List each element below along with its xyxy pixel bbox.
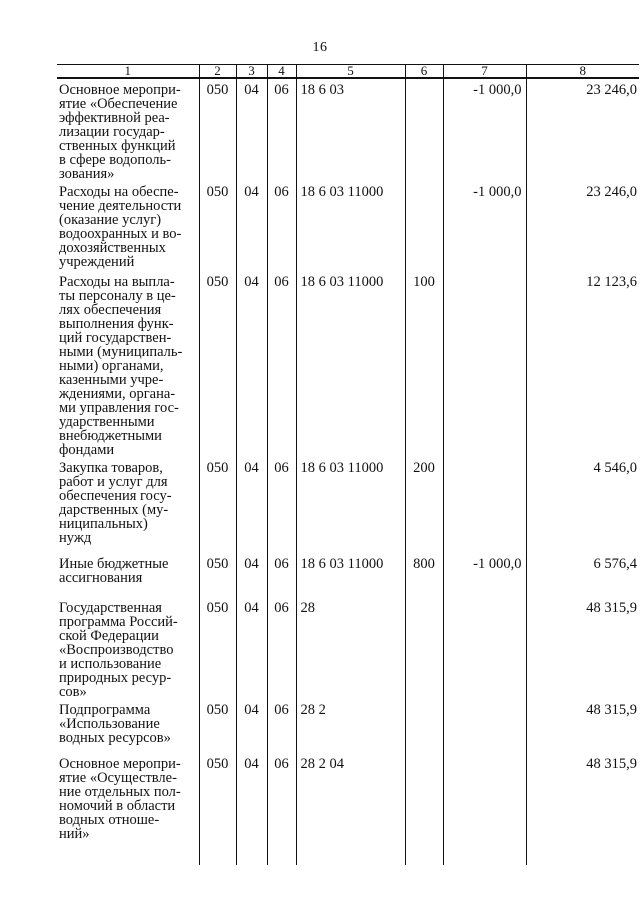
ministry-code-cell: 050 — [199, 457, 236, 553]
row-name-line: сов» — [59, 684, 87, 700]
column-header: 3 — [236, 65, 267, 79]
row-name-line: в сфере водополь- — [59, 152, 171, 168]
table-row — [57, 597, 639, 699]
row-name-line: нужд — [59, 530, 92, 546]
row-name-cell — [57, 78, 199, 181]
change-amount-cell — [443, 457, 526, 553]
expense-type-cell — [405, 181, 443, 271]
ministry-code-cell: 050 — [199, 597, 236, 699]
row-name-line: программа Россий- — [59, 614, 178, 630]
row-name-line: Основное меропри- — [59, 82, 181, 98]
ministry-code-cell: 050 — [199, 181, 236, 271]
expense-type-cell: 100 — [405, 271, 443, 457]
total-amount-cell: 4 546,0 — [526, 457, 639, 553]
row-name-line: дохозяйственных — [59, 240, 166, 256]
target-article-cell: 18 6 03 11000 — [296, 553, 405, 597]
change-amount-cell: -1 000,0 — [443, 78, 526, 181]
total-amount-cell: 23 246,0 — [526, 181, 639, 271]
ministry-code-cell: 050 — [199, 553, 236, 597]
row-name-line: ственных функций — [59, 138, 176, 154]
row-name-line: Иные бюджетные — [59, 556, 169, 572]
table-row — [57, 78, 639, 181]
target-article-cell: 18 6 03 11000 — [296, 271, 405, 457]
section-code-cell: 04 — [236, 597, 267, 699]
subsection-code-cell: 06 — [267, 597, 296, 699]
column-header: 5 — [296, 65, 405, 79]
subsection-code-cell: 06 — [267, 457, 296, 553]
target-article-cell: 18 6 03 11000 — [296, 181, 405, 271]
total-amount-cell: 48 315,9 — [526, 597, 639, 699]
expense-type-cell — [405, 597, 443, 699]
row-name-line: ятие «Обеспечение — [59, 96, 178, 112]
row-name-line: «Воспроизводство — [59, 642, 174, 658]
row-name-line: ассигнования — [59, 570, 143, 586]
change-amount-cell — [443, 699, 526, 753]
row-name-line: чение деятельности — [59, 198, 182, 214]
target-article-cell: 28 — [296, 597, 405, 699]
change-amount-cell: -1 000,0 — [443, 553, 526, 597]
section-code-cell: 04 — [236, 753, 267, 865]
row-name-line: зования» — [59, 166, 115, 182]
row-name-line: ятие «Осуществле- — [59, 770, 177, 786]
total-amount-cell: 12 123,6 — [526, 271, 639, 457]
target-article-cell: 18 6 03 — [296, 78, 405, 181]
ministry-code-cell: 050 — [199, 753, 236, 865]
table-row — [57, 271, 639, 457]
row-name-line: выполнения функ- — [59, 316, 174, 332]
budget-table — [57, 64, 639, 865]
section-code-cell: 04 — [236, 553, 267, 597]
row-name-cell — [57, 181, 199, 271]
table-header-row — [57, 65, 639, 79]
row-name-line: (оказание услуг) — [59, 212, 162, 228]
row-name-line: лях обеспечения — [59, 302, 162, 318]
target-article-cell: 28 2 04 — [296, 753, 405, 865]
ministry-code-cell: 050 — [199, 699, 236, 753]
ministry-code-cell: 050 — [199, 271, 236, 457]
change-amount-cell — [443, 753, 526, 865]
total-amount-cell: 48 315,9 — [526, 699, 639, 753]
row-name-line: фондами — [59, 442, 115, 458]
row-name-line: Расходы на выпла- — [59, 274, 175, 290]
total-amount-cell: 23 246,0 — [526, 78, 639, 181]
row-name-line: Основное меропри- — [59, 756, 181, 772]
expense-type-cell: 200 — [405, 457, 443, 553]
expense-type-cell — [405, 753, 443, 865]
row-name-line: природных ресур- — [59, 670, 172, 686]
subsection-code-cell: 06 — [267, 181, 296, 271]
row-name-line: учреждений — [59, 254, 135, 270]
row-name-line: водных отноше- — [59, 812, 160, 828]
change-amount-cell — [443, 271, 526, 457]
table-row — [57, 181, 639, 271]
row-name-line: водоохранных и во- — [59, 226, 182, 242]
row-name-line: казенными учре- — [59, 372, 164, 388]
section-code-cell: 04 — [236, 271, 267, 457]
table-row — [57, 699, 639, 753]
row-name-line: дарственных (му- — [59, 502, 169, 518]
expense-type-cell: 800 — [405, 553, 443, 597]
column-header: 7 — [443, 65, 526, 79]
row-name-line: внебюджетными — [59, 428, 162, 444]
row-name-line: ниципальных) — [59, 516, 148, 532]
row-name-line: Расходы на обеспе- — [59, 184, 179, 200]
column-header: 8 — [526, 65, 639, 79]
section-code-cell: 04 — [236, 699, 267, 753]
row-name-cell — [57, 753, 199, 865]
subsection-code-cell: 06 — [267, 271, 296, 457]
section-code-cell: 04 — [236, 78, 267, 181]
row-name-line: лизации государ- — [59, 124, 165, 140]
ministry-code-cell: 050 — [199, 78, 236, 181]
page-number: 16 — [312, 40, 328, 55]
row-name-line: ской Федерации — [59, 628, 159, 644]
section-code-cell: 04 — [236, 457, 267, 553]
change-amount-cell: -1 000,0 — [443, 181, 526, 271]
row-name-cell — [57, 699, 199, 753]
subsection-code-cell: 06 — [267, 753, 296, 865]
table-row — [57, 553, 639, 597]
expense-type-cell — [405, 699, 443, 753]
table-row — [57, 753, 639, 865]
row-name-line: ты персоналу в це- — [59, 288, 176, 304]
row-name-cell — [57, 553, 199, 597]
column-header: 6 — [405, 65, 443, 79]
section-code-cell: 04 — [236, 181, 267, 271]
column-header: 1 — [57, 65, 199, 79]
row-name-line: ными) органами, — [59, 358, 164, 374]
row-name-line: Подпрограмма — [59, 702, 151, 718]
column-header: 2 — [199, 65, 236, 79]
subsection-code-cell: 06 — [267, 699, 296, 753]
row-name-line: номочий в области — [59, 798, 176, 814]
change-amount-cell — [443, 597, 526, 699]
column-header: 4 — [267, 65, 296, 79]
target-article-cell: 28 2 — [296, 699, 405, 753]
row-name-line: Закупка товаров, — [59, 460, 163, 476]
row-name-line: и использование — [59, 656, 162, 672]
budget-table-container — [57, 64, 639, 905]
row-name-cell — [57, 597, 199, 699]
row-name-line: эффективной реа- — [59, 110, 170, 126]
row-name-cell — [57, 457, 199, 553]
row-name-line: ми управления гос- — [59, 400, 179, 416]
row-name-line: ний» — [59, 826, 90, 842]
row-name-line: «Использование — [59, 716, 160, 732]
total-amount-cell: 6 576,4 — [526, 553, 639, 597]
row-name-line: ций государствен- — [59, 330, 172, 346]
row-name-line: обеспечения госу- — [59, 488, 172, 504]
subsection-code-cell: 06 — [267, 553, 296, 597]
row-name-line: ние отдельных пол- — [59, 784, 181, 800]
expense-type-cell — [405, 78, 443, 181]
row-name-line: ждениями, органа- — [59, 386, 176, 402]
target-article-cell: 18 6 03 11000 — [296, 457, 405, 553]
table-row — [57, 457, 639, 553]
row-name-line: Государственная — [59, 600, 162, 616]
subsection-code-cell: 06 — [267, 78, 296, 181]
row-name-line: работ и услуг для — [59, 474, 168, 490]
row-name-line: ными (муниципаль- — [59, 344, 183, 360]
row-name-cell — [57, 271, 199, 457]
total-amount-cell: 48 315,9 — [526, 753, 639, 865]
row-name-line: водных ресурсов» — [59, 730, 171, 746]
row-name-line: ударственными — [59, 414, 155, 430]
